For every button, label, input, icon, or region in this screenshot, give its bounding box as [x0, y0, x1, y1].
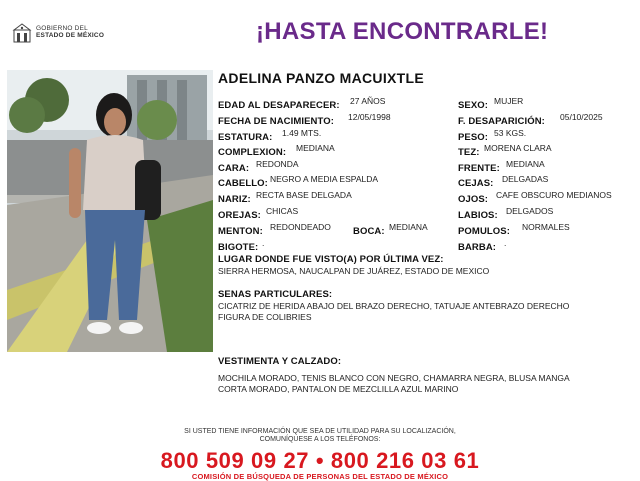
- phone-1[interactable]: 800 509 09 27: [160, 448, 310, 473]
- field-value: REDONDEADO: [270, 222, 331, 232]
- field-label: PESO:: [458, 132, 489, 143]
- field-label: OJOS:: [458, 194, 489, 205]
- government-logo: [12, 22, 112, 44]
- field-mouth: [353, 221, 385, 239]
- field-value: MEDIANA: [506, 159, 545, 169]
- phone-2[interactable]: 800 216 03 61: [330, 448, 480, 473]
- field-label: BOCA:: [353, 226, 385, 237]
- logo-text: [36, 25, 104, 39]
- field-label: CEJAS:: [458, 178, 494, 189]
- marks-line-1: CICATRIZ DE HERIDA ABAJO DEL BRAZO DERECHO, TATUAJE ANTEBRAZO DERECHO: [218, 301, 570, 311]
- phone-numbers: [0, 448, 640, 474]
- field-value: REDONDA: [256, 159, 299, 169]
- field-label: MENTON:: [218, 226, 263, 237]
- last-seen-value: SIERRA HERMOSA, NAUCALPAN DE JUÁREZ, ESTADO DE MEXICO: [218, 266, 490, 276]
- field-value: 05/10/2025: [560, 112, 603, 122]
- field-value: CAFE OBSCURO MEDIANOS: [496, 190, 612, 200]
- field-label: COMPLEXION:: [218, 147, 287, 158]
- footer-note-line-1: SI USTED TIENE INFORMACIÓN QUE SEA DE UTILIDAD PARA SU LOCALIZACIÓN,: [184, 428, 456, 435]
- field-label: CARA:: [218, 163, 250, 174]
- phone-separator: •: [315, 448, 325, 473]
- clothing-label: VESTIMENTA Y CALZADO:: [218, 356, 342, 367]
- last-seen-label: LUGAR DONDE FUE VISTO(A) POR ÚLTIMA VEZ:: [218, 254, 444, 265]
- field-label: ESTATURA:: [218, 132, 273, 143]
- field-label: BIGOTE:: [218, 242, 259, 253]
- field-label: NARIZ:: [218, 194, 251, 205]
- field-value: MORENA CLARA: [484, 143, 552, 153]
- field-label: BARBA:: [458, 242, 497, 253]
- field-beard: [458, 237, 496, 255]
- photo-illustration: [7, 70, 213, 352]
- missing-person-photo: [7, 70, 213, 352]
- field-label: OREJAS:: [218, 210, 261, 221]
- field-value: 12/05/1998: [348, 112, 391, 122]
- footer-note: [0, 428, 640, 444]
- footer-note-line-2: COMUNÍQUESE A LOS TELÉFONOS:: [259, 436, 381, 443]
- marks-label: SENAS PARTICULARES:: [218, 289, 333, 300]
- clothing-line-1: MOCHILA MORADO, TENIS BLANCO CON NEGRO, CHAMARRA NEGRA, BLUSA MANGA: [218, 373, 570, 383]
- clothing-line-2: CORTA MORADO, PANTALON DE MEZCLILLA AZUL MARINO: [218, 384, 459, 394]
- person-name: ADELINA PANZO MACUIXTLE: [218, 70, 425, 86]
- field-value: RECTA BASE DELGADA: [256, 190, 352, 200]
- field-value: 1.49 MTS.: [282, 128, 322, 138]
- field-label: FECHA DE NACIMIENTO:: [218, 116, 334, 127]
- field-value: .: [262, 238, 265, 248]
- headline: ¡HASTA ENCONTRARLE!: [256, 18, 549, 45]
- field-value: CHICAS: [266, 206, 299, 216]
- field-mustache: [218, 237, 258, 255]
- field-value: DELGADAS: [502, 174, 549, 184]
- field-label: FRENTE:: [458, 163, 500, 174]
- field-value: 27 AÑOS: [350, 96, 386, 106]
- coat-of-arms-icon: [12, 22, 32, 44]
- field-value: MUJER: [494, 96, 524, 106]
- field-value: NEGRO A MEDIA ESPALDA: [270, 174, 379, 184]
- field-value: NORMALES: [522, 222, 570, 232]
- field-value: MEDIANA: [389, 222, 428, 232]
- field-label: POMULOS:: [458, 226, 510, 237]
- field-value: .: [504, 238, 507, 248]
- field-value: DELGADOS: [506, 206, 554, 216]
- field-label: LABIOS:: [458, 210, 498, 221]
- logo-line-2: ESTADO DE MÉXICO: [36, 32, 105, 39]
- field-label: F. DESAPARICIÓN:: [458, 116, 545, 127]
- field-label: EDAD AL DESAPARECER:: [218, 100, 340, 111]
- field-value: MEDIANA: [296, 143, 335, 153]
- field-label: SEXO:: [458, 100, 489, 111]
- commission-name: COMISIÓN DE BÚSQUEDA DE PERSONAS DEL ESTADO DE MÉXICO: [191, 472, 449, 481]
- field-label: TEZ:: [458, 147, 480, 158]
- logo-line-1: GOBIERNO DEL: [36, 25, 88, 32]
- marks-line-2: FIGURA DE COLIBRIES: [218, 312, 312, 322]
- field-value: 53 KGS.: [494, 128, 527, 138]
- field-label: CABELLO:: [218, 178, 268, 189]
